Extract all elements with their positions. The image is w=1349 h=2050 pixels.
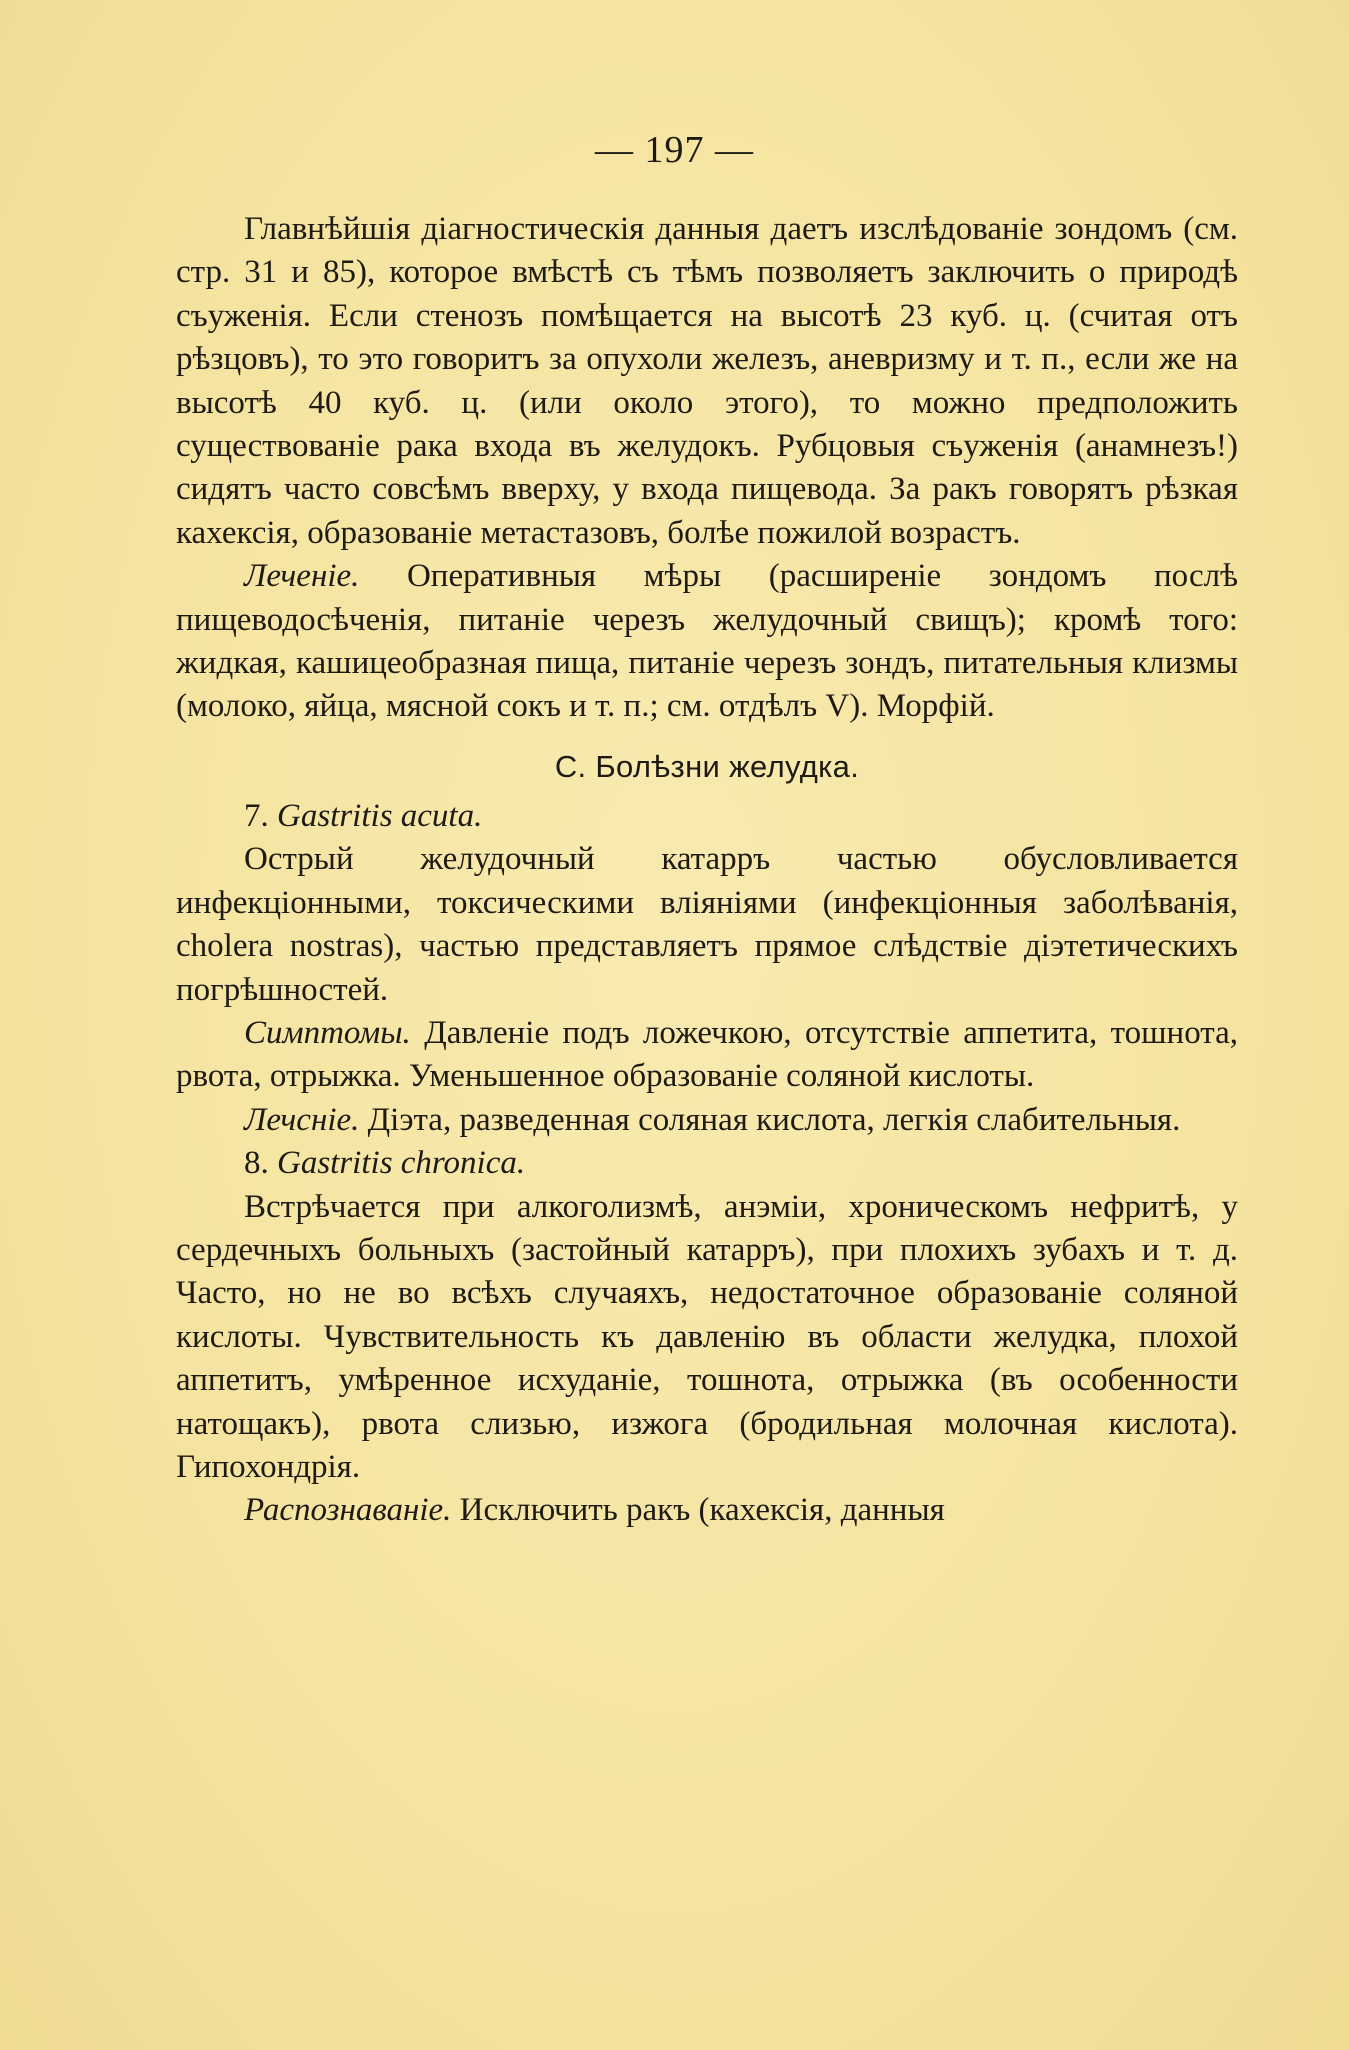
acute-treatment-label: Лечсніе. bbox=[244, 1101, 360, 1138]
diagnosis-label: Распознаваніе. bbox=[244, 1492, 452, 1529]
paragraph-diagnosis bbox=[176, 1489, 1238, 1532]
treatment-label: Леченіе. bbox=[244, 558, 360, 595]
diagnosis-text: Исключить ракъ (кахексія, данныя bbox=[451, 1492, 945, 1529]
acute-treatment-text: Діэта, разведенная соляная кислота, легкія слабительныя. bbox=[359, 1101, 1181, 1138]
item-7-title: Gastritis acuta. bbox=[277, 797, 483, 834]
symptoms-text: Давленіе подъ ложечкою, отсутствіе аппетита, тошнота, рвота, отрыжка. Уменьшенное образованіе соляной кислоты. bbox=[176, 1014, 1238, 1095]
section-heading: С. Болѣзни желудка. bbox=[554, 748, 860, 784]
paragraph-diagnostics: Главнѣйшія діагностическія данныя даетъ изслѣдованіе зондомъ (см. стр. 31 и 85), которое вмѣстѣ съ тѣмъ позволяетъ заключить о природѣ съуженія. Если стенозъ помѣщается на высотѣ 23 куб. ц. (считая отъ рѣзцовъ), то это говоритъ за опухоли железъ, аневризму и т. п., если же на высотѣ 40 куб. ц. (или около этого), то можно предположить существованіе рака входа въ желудокъ. Рубцовыя съуженія (анамнезъ!) сидятъ часто совсѣмъ вверху, у входа пищевода. За ракъ говорятъ рѣзкая кахексія, образованіе метастазовъ, болѣе пожилой возрастъ. bbox=[176, 211, 1238, 551]
paragraph-acute-gastritis: Острый желудочный катарръ частью обусловливается инфекціонными, токсическими вліяніями (инфекціонныя заболѣванія, cholera nostras), частью представляетъ прямое слѣдствіе діэтетическихъ погрѣшностей. bbox=[176, 841, 1238, 1008]
page-number: — 197 — bbox=[595, 129, 754, 171]
paragraph-treatment bbox=[176, 555, 1238, 729]
item-8-heading bbox=[176, 1142, 1238, 1185]
paragraph-symptoms bbox=[176, 1012, 1238, 1099]
symptoms-label: Симптомы. bbox=[244, 1014, 411, 1051]
item-7-heading bbox=[176, 795, 1238, 838]
page-body bbox=[176, 208, 1238, 1533]
item-8-number: 8. bbox=[244, 1145, 269, 1182]
paragraph-chronic-gastritis: Встрѣчается при алкоголизмѣ, анэміи, хроническомъ нефритѣ, у сердечныхъ больныхъ (застойный катарръ), при плохихъ зубахъ и т. д. Часто, но не во всѣхъ случаяхъ, недостаточное образованіе соляной кислоты. Чувствительность къ давленію въ области желудка, плохой аппетитъ, умѣренное исхуданіе, тошнота, отрыжка (въ особенности натощакъ), рвота слизью, изжога (бродильная молочная кислота). Гипохондрія. bbox=[176, 1188, 1238, 1485]
item-8-title: Gastritis chronica. bbox=[277, 1145, 526, 1182]
paragraph-acute-treatment bbox=[176, 1099, 1238, 1142]
item-7-number: 7. bbox=[244, 797, 269, 834]
treatment-text: Оперативныя мѣры (расширеніе зондомъ послѣ пищеводосѣченія, питаніе черезъ желудочный свищъ); кромѣ того: жидкая, кашицеобразная пища, питаніе черезъ зондъ, питательныя клизмы (молоко, яйца, мясной сокъ и т. п.; см. отдѣлъ V). Морфій. bbox=[176, 558, 1238, 725]
